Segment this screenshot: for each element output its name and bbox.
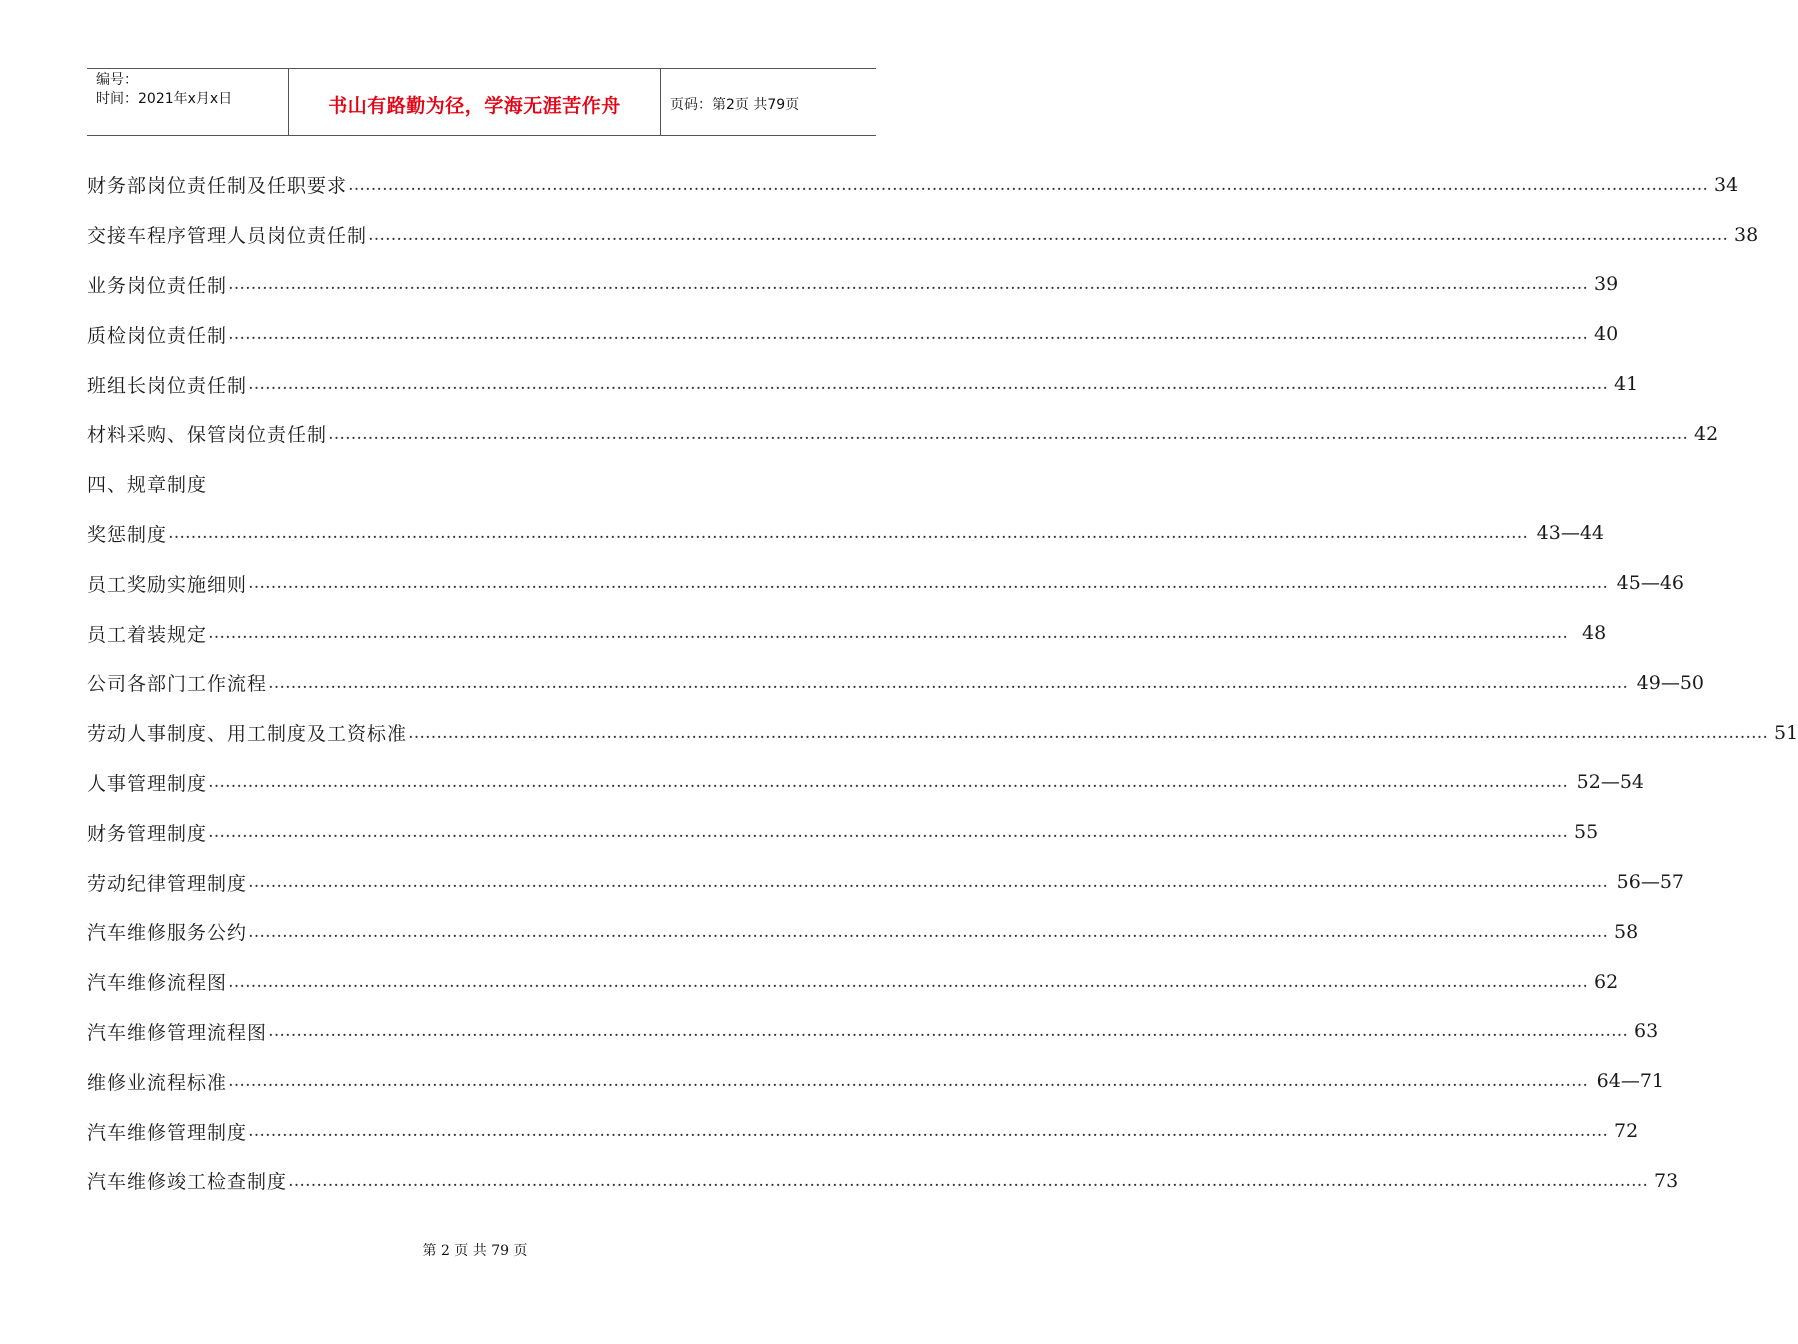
toc-page-number: 48	[1582, 622, 1607, 645]
toc-page-number: 64—71	[1596, 1070, 1665, 1093]
header-motto: 书山有路勤为径，学海无涯苦作舟	[288, 69, 661, 135]
toc-entry[interactable]	[87, 608, 1607, 658]
document-number-label: 编号：	[96, 72, 138, 88]
toc-page-number: 63	[1634, 1020, 1659, 1043]
toc-dot-leader: ……………………………………………………………………………………………………………………………………………………………………………………………………………………	[348, 174, 1709, 195]
header-meta	[87, 69, 288, 135]
toc-entry[interactable]	[87, 658, 1705, 708]
document-header	[87, 68, 876, 136]
toc-page-number: 43—44	[1536, 522, 1605, 545]
toc-entry-title: 维修业流程标准	[87, 1071, 228, 1094]
header-page-info: 页码：第2页 共79页	[670, 97, 800, 113]
toc-dot-leader: ……………………………………………………………………………………………………………………………………………………………………………………………………………………	[208, 772, 1569, 793]
toc-entry[interactable]	[87, 160, 1739, 210]
toc-entry-title: 材料采购、保管岗位责任制	[87, 424, 328, 447]
toc-entry-title: 交接车程序管理人员岗位责任制	[87, 225, 368, 248]
toc-section-heading[interactable]	[87, 459, 887, 509]
toc-page-number: 45—46	[1616, 572, 1685, 595]
toc-page-number: 58	[1614, 920, 1639, 943]
toc-entry-title: 四、规章制度	[87, 474, 208, 497]
toc-page-number: 40	[1594, 323, 1619, 346]
toc-entry[interactable]	[87, 758, 1645, 808]
toc-dot-leader: ……………………………………………………………………………………………………………………………………………………………………………………………………………………	[368, 224, 1729, 245]
toc-entry[interactable]	[87, 1156, 1679, 1206]
toc-entry-title: 奖惩制度	[87, 523, 168, 546]
toc-entry-title: 人事管理制度	[87, 772, 208, 795]
toc-entry-title: 员工着装规定	[87, 623, 208, 646]
toc-entry-title: 公司各部门工作流程	[87, 673, 268, 696]
toc-page-number: 62	[1594, 970, 1619, 993]
table-of-contents	[87, 160, 1798, 1206]
toc-dot-leader: ……………………………………………………………………………………………………………………………………………………………………………………………………………………	[408, 722, 1769, 743]
toc-entry[interactable]	[87, 409, 1719, 459]
toc-dot-leader: ……………………………………………………………………………………………………………………………………………………………………………………………………………………	[248, 1121, 1609, 1142]
toc-page-number: 52—54	[1576, 771, 1645, 794]
toc-entry-title: 汽车维修竣工检查制度	[87, 1171, 288, 1194]
toc-entry[interactable]	[87, 957, 1619, 1007]
toc-entry-title: 汽车维修管理流程图	[87, 1021, 268, 1044]
toc-entry[interactable]	[87, 210, 1759, 260]
toc-entry-title: 业务岗位责任制	[87, 274, 228, 297]
page-footer: 第 2 页 共 79 页	[422, 1243, 528, 1259]
toc-dot-leader: ……………………………………………………………………………………………………………………………………………………………………………………………………………………	[168, 523, 1529, 544]
toc-page-number: 56—57	[1616, 871, 1685, 894]
toc-dot-leader: ……………………………………………………………………………………………………………………………………………………………………………………………………………………	[268, 672, 1629, 693]
toc-entry-title: 汽车维修管理制度	[87, 1121, 248, 1144]
toc-dot-leader: ……………………………………………………………………………………………………………………………………………………………………………………………………………………	[208, 623, 1569, 644]
toc-dot-leader: ……………………………………………………………………………………………………………………………………………………………………………………………………………………	[228, 971, 1589, 992]
toc-dot-leader: ……………………………………………………………………………………………………………………………………………………………………………………………………………………	[248, 374, 1609, 395]
toc-page-number: 51	[1774, 721, 1798, 744]
toc-entry[interactable]	[87, 907, 1639, 957]
toc-dot-leader: ……………………………………………………………………………………………………………………………………………………………………………………………………………………	[248, 872, 1609, 893]
toc-entry-title: 劳动纪律管理制度	[87, 872, 248, 895]
toc-entry-title: 员工奖励实施细则	[87, 573, 248, 596]
toc-page-number: 38	[1734, 223, 1759, 246]
toc-page-number: 42	[1694, 422, 1719, 445]
toc-page-number: 34	[1714, 173, 1739, 196]
toc-entry-title: 质检岗位责任制	[87, 324, 228, 347]
toc-page-number: 41	[1614, 373, 1639, 396]
toc-dot-leader: ……………………………………………………………………………………………………………………………………………………………………………………………………………………	[248, 921, 1609, 942]
toc-entry-title: 财务部岗位责任制及任职要求	[87, 175, 348, 198]
toc-entry-title: 财务管理制度	[87, 822, 208, 845]
toc-entry[interactable]	[87, 708, 1798, 758]
toc-entry-title: 劳动人事制度、用工制度及工资标准	[87, 723, 408, 746]
toc-entry-title: 班组长岗位责任制	[87, 374, 248, 397]
toc-dot-leader: ……………………………………………………………………………………………………………………………………………………………………………………………………………………	[248, 573, 1609, 594]
toc-entry[interactable]	[87, 1007, 1659, 1057]
toc-page-number: 39	[1594, 273, 1619, 296]
toc-page-number: 49—50	[1636, 671, 1705, 694]
toc-dot-leader: ……………………………………………………………………………………………………………………………………………………………………………………………………………………	[208, 822, 1569, 843]
toc-entry[interactable]	[87, 1056, 1665, 1106]
toc-dot-leader: ……………………………………………………………………………………………………………………………………………………………………………………………………………………	[288, 1170, 1649, 1191]
toc-dot-leader: ……………………………………………………………………………………………………………………………………………………………………………………………………………………	[228, 274, 1589, 295]
toc-entry-title: 汽车维修服务公约	[87, 922, 248, 945]
toc-entry-title: 汽车维修流程图	[87, 972, 228, 995]
toc-dot-leader: ……………………………………………………………………………………………………………………………………………………………………………………………………………………	[228, 324, 1589, 345]
toc-entry[interactable]	[87, 359, 1639, 409]
toc-dot-leader: ……………………………………………………………………………………………………………………………………………………………………………………………………………………	[328, 423, 1689, 444]
toc-page-number: 72	[1614, 1120, 1639, 1143]
toc-entry[interactable]	[87, 807, 1599, 857]
toc-dot-leader: ……………………………………………………………………………………………………………………………………………………………………………………………………………………	[268, 1021, 1629, 1042]
toc-page-number: 73	[1654, 1169, 1679, 1192]
toc-entry[interactable]	[87, 857, 1685, 907]
toc-entry[interactable]	[87, 509, 1605, 559]
toc-page-number: 55	[1574, 821, 1599, 844]
toc-entry[interactable]	[87, 260, 1619, 310]
document-date: 时间：2021年x月x日	[96, 91, 233, 107]
toc-entry[interactable]	[87, 309, 1619, 359]
toc-dot-leader: ……………………………………………………………………………………………………………………………………………………………………………………………………………………	[228, 1071, 1589, 1092]
toc-entry[interactable]	[87, 558, 1685, 608]
toc-entry[interactable]	[87, 1106, 1639, 1156]
